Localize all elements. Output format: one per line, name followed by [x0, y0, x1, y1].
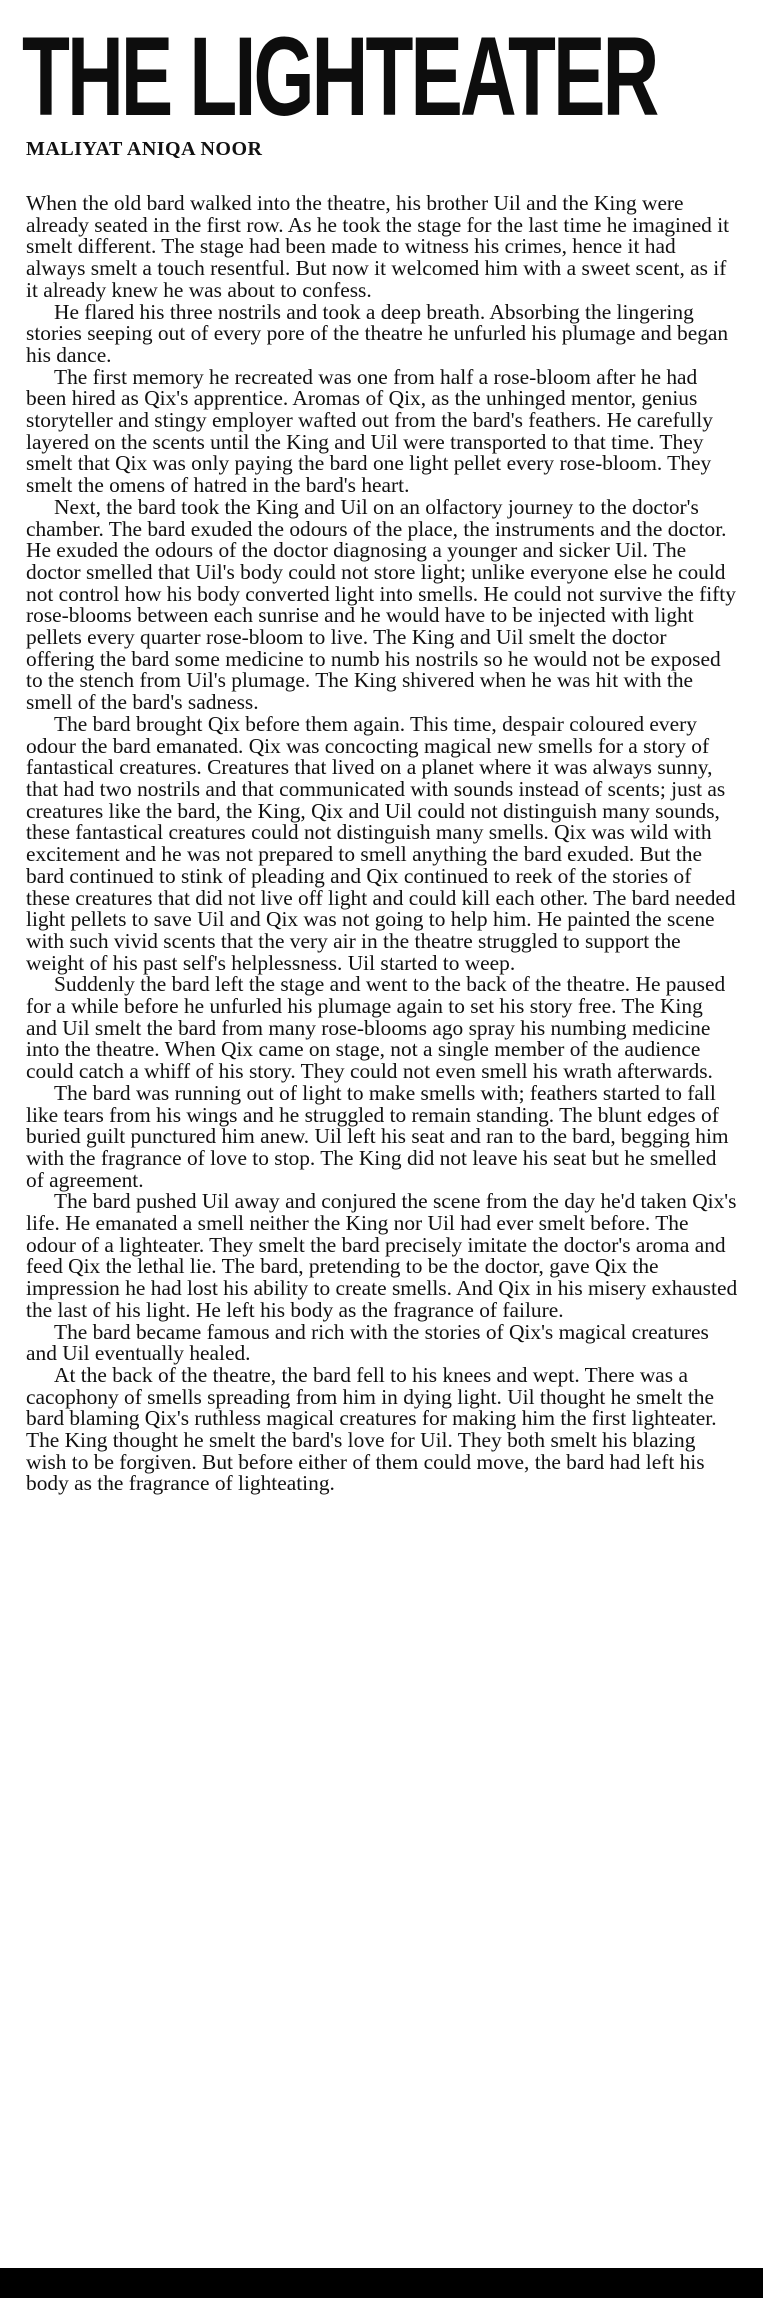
paragraph: When the old bard walked into the theatre, his brother Uil and the King were already seated in the first row. As he took the stage for the last time he imagined it smelt different. The stage had been made to witness his crimes, hence it had always smelt a touch resentful. But now it welcomed him with a sweet scent, as if it already knew he was about to confess.	[26, 191, 730, 302]
story-title: THE LIGHTEATER	[22, 14, 657, 139]
paragraph: He flared his three nostrils and took a deep breath. Absorbing the lingering stories seeping out of every pore of the theatre he unfurled his plumage and began his dance.	[26, 299, 729, 367]
paragraph: The bard became famous and rich with the stories of Qix's magical creatures and Uil eventually healed.	[26, 1319, 709, 1366]
paragraph: The bard pushed Uil away and conjured the scene from the day he'd taken Qix's life. He emanated a smell neither the King nor Uil had ever smelt before. The odour of a lighteater. They smelt the bard precisely imitate the doctor's aroma and feed Qix the lethal lie. The bard, pretending to be the doctor, gave Qix the impression he had lost his ability to create smells. And Qix in his misery exhausted the last of his light. He left his body as the fragrance of failure.	[26, 1189, 738, 1322]
paragraph: The bard brought Qix before them again. This time, despair coloured every odour the bard emanated. Qix was concocting magical new smells for a story of fantastical creatures. Creatures that lived on a planet where it was always sunny, that had two nostrils and that communicated with sounds instead of scents; just as creatures like the bard, the King, Qix and Uil could not distinguish many sounds, these fantastical creatures could not distinguish many smells. Qix was wild with excitement and he was not prepared to smell anything the bard exuded. But the bard continued to stink of pleading and Qix continued to reek of the stories of these creatures that did not live off light and could kill each other. The bard needed light pellets to save Uil and Qix was not going to help him. He painted the scene with such vivid scents that the very air in the theatre struggled to support the weight of his past self's helplessness. Uil started to weep.	[26, 711, 736, 975]
author-byline: MALIYAT ANIQA NOOR	[26, 138, 263, 160]
bottom-black-bar	[0, 2268, 763, 2298]
paragraph: The bard was running out of light to make smells with; feathers started to fall like tears from his wings and he struggled to remain standing. The blunt edges of buried guilt punctured him anew. Uil left his seat and ran to the bard, begging him with the fragrance of love to stop. The King did not leave his seat but he smelled of agreement.	[26, 1080, 729, 1192]
paragraph: Next, the bard took the King and Uil on an olfactory journey to the doctor's chamber. The bard exuded the odours of the place, the instruments and the doctor. He exuded the odours of the doctor diagnosing a younger and sicker Uil. The doctor smelled that Uil's body could not store light; unlike everyone else he could not control how his body converted light into smells. He could not survive the fifty rose-blooms between each sunrise and he would have to be injected with light pellets every quarter rose-bloom to live. The King and Uil smelt the doctor offering the bard some medicine to numb his nostrils so he would not be exposed to the stench from Uil's plumage. The King shivered when he was hit with the smell of the bard's sadness.	[26, 494, 736, 715]
paragraph: At the back of the theatre, the bard fell to his knees and wept. There was a cacophony of smells spreading from him in dying light. Uil thought he smelt the bard blaming Qix's ruthless magical creatures for making him the first lighteater. The King thought he smelt the bard's love for Uil. They both smelt his blazing wish to be forgiven. But before either of them could move, the bard had left his body as the fragrance of lighteating.	[26, 1362, 717, 1496]
paragraph: The first memory he recreated was one from half a rose-bloom after he had been hired as Qix's apprentice. Aromas of Qix, as the unhinged mentor, genius storyteller and stingy employer wafted out from the bard's feathers. He carefully layered on the scents until the King and Uil were transported to that time. They smelt that Qix was only paying the bard one light pellet every rose-bloom. They smelt the omens of hatred in the bard's heart.	[26, 364, 713, 498]
story-body	[26, 193, 738, 1495]
paragraph: Suddenly the bard left the stage and went to the back of the theatre. He paused for a while before he unfurled his plumage again to set his story free. The King and Uil smelt the bard from many rose-blooms ago spray his numbing medicine into the theatre. When Qix came on stage, not a single member of the audience could catch a whiff of his story. They could not even smell his wrath afterwards.	[26, 972, 726, 1084]
